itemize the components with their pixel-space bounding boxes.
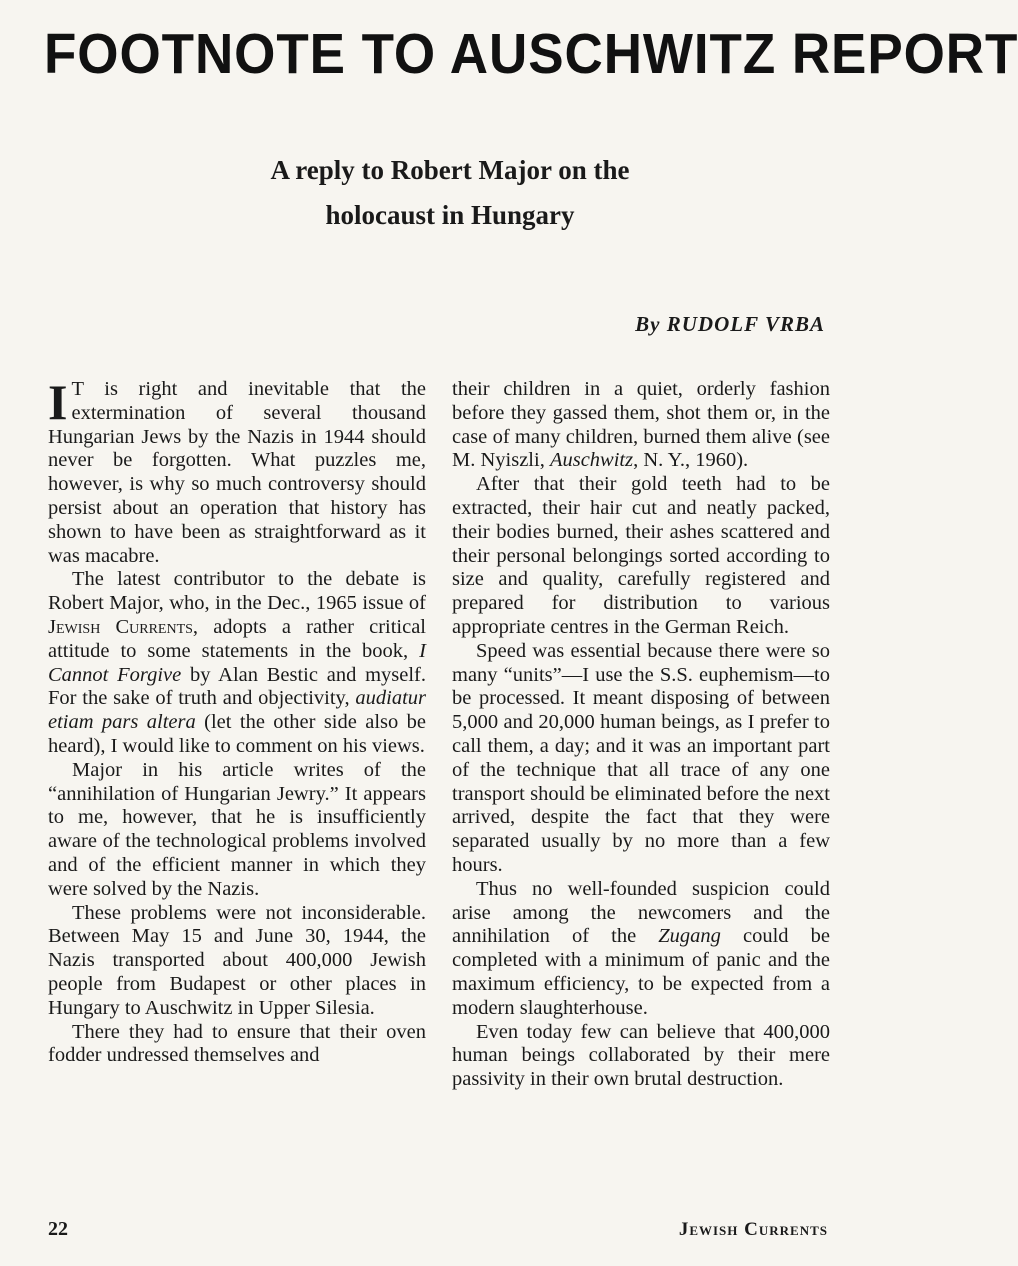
subtitle [150, 148, 750, 238]
paragraph-text: T is right and inevitable that the extermination of several thousand Hungarian Jews by the Nazis in 1944 should never be forgotten. What puzzles me, however, is why so much controversy should persist about an operation that history has shown to have been as straightforward as it was macabre. [48, 378, 426, 567]
subtitle-line-2: holocaust in Hungary [325, 200, 575, 230]
subtitle-line-1: A reply to Robert Major on the [270, 155, 630, 185]
drop-cap: I [48, 374, 68, 430]
paragraph-text: by Alan Bestic and myself. For the sake of truth and objectivity, [48, 663, 426, 710]
headline: FOOTNOTE TO AUSCHWITZ REPORT [44, 22, 1018, 86]
paragraph-text: (let the other side also be heard), I would like to comment on his views. [48, 711, 426, 757]
paragraph: Even today few can believe that 400,000 human beings collaborated by their mere passivity in their own brutal destruction. [452, 1020, 830, 1091]
paragraph [48, 374, 426, 568]
publication-footer: Jewish Currents [678, 1219, 828, 1240]
paragraph-text: their children in a quiet, orderly fashion before they gassed them, shot them or, in the case of many children, burned them alive (see M. Nyiszli, [452, 378, 830, 472]
latin-phrase: audiatur etiam pars altera [48, 687, 426, 734]
paragraph-text: could be completed with a minimum of panic and the maximum efficiency, to be expected from a modern slaughterhouse. [452, 925, 830, 1019]
byline [635, 312, 825, 337]
left-column [48, 374, 426, 1068]
paragraph [48, 568, 426, 758]
paragraph: After that their gold teeth had to be extracted, their hair cut and neatly packed, their bodies burned, their ashes scattered and their personal belongings sorted according to size and quality, carefully registered and prepared for distribution to various appropriate centres in the German Reich. [452, 473, 830, 638]
page-number: 22 [48, 1218, 68, 1240]
book-title: Auschwitz [549, 449, 634, 472]
right-column [452, 378, 830, 1092]
paragraph: These problems were not inconsiderable. Between May 15 and June 30, 1944, the Nazis transported about 400,000 Jewish people from Budapest or other places in Hungary to Auschwitz in Upper Silesia. [48, 901, 426, 1019]
paragraph: There they had to ensure that their oven fodder undressed themselves and [48, 1020, 426, 1067]
byline-author: RUDOLF VRBA [666, 312, 825, 336]
paragraph-text: , N. Y., 1960). [633, 449, 749, 472]
byline-prefix: By [635, 312, 661, 336]
paragraph-text: The latest contributor to the debate is Robert Major, who, in the Dec., 1965 issue of [48, 568, 426, 615]
book-title: I Cannot Forgive [48, 639, 426, 686]
paragraph [452, 378, 830, 473]
paragraph-text: , adopts a rather critical attitude to some statements in the book, [48, 615, 426, 662]
paragraph: Major in his article writes of the “annihilation of Hungarian Jewry.” It appears to me, however, that he is insufficiently aware of the technological problems involved and of the efficient manner in which they were solved by the Nazis. [48, 758, 426, 900]
publication-name: Jewish Currents [48, 615, 193, 638]
paragraph [452, 878, 830, 1021]
paragraph-text: Thus no well-founded suspicion could arise among the newcomers and the annihilation of the [452, 877, 830, 948]
paragraph: Speed was essential because there were so many “units”—I use the S.S. euphemism—to be processed. It meant disposing of between 5,000 and 20,000 human beings, as I prefer to call them, a day; and it was an important part of the technique that all trace of any one transport should be eliminated before the next arrived, despite the fact that they were separated usually by no more than a few hours. [452, 639, 830, 876]
german-term: Zugang [658, 925, 721, 948]
